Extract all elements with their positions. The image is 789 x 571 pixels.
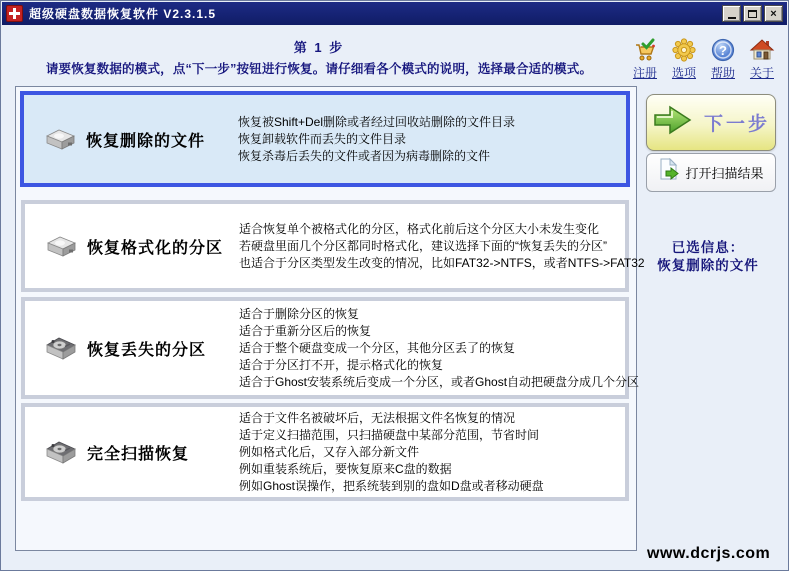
mode-card-recover-formatted-partition[interactable] <box>21 200 645 292</box>
toolbar <box>628 37 779 81</box>
mode-desc <box>239 306 639 391</box>
next-step-button[interactable] <box>646 94 776 151</box>
mode-desc-line: 恢复杀毒后丢失的文件或者因为病毒删除的文件 <box>238 148 491 163</box>
app-logo-icon <box>6 5 23 22</box>
mode-card-recover-lost-partition[interactable] <box>21 297 640 399</box>
step-instruction: 请要恢复数据的模式，点“下一步”按钮进行恢复。请仔细看各个模式的说明，选择最合适的模式。 <box>45 62 593 76</box>
minimize-button[interactable] <box>722 5 741 22</box>
mode-title: 恢复删除的文件 <box>86 132 206 150</box>
maximize-button[interactable] <box>743 5 762 22</box>
gear-icon <box>671 37 697 63</box>
mode-desc-line: 适合于分区打不开，提示格式化的恢复 <box>239 357 444 372</box>
mode-desc-line: 也适合于分区类型发生改变的情况，比如FAT32->NTFS，或者NTFS->FAT32 <box>239 255 645 270</box>
mode-desc-line: 恢复卸载软件而丢失的文件目录 <box>238 131 407 146</box>
mode-desc-line: 恢复被Shift+Del删除或者经过回收站删除的文件目录 <box>238 114 516 129</box>
scan-result-file-icon <box>658 158 680 187</box>
toolbar-label-options: 选项 <box>671 66 696 80</box>
open-scan-result-label: 打开扫描结果 <box>685 166 764 181</box>
close-icon: × <box>770 7 777 20</box>
mode-desc-line: 例如重装系统后，要恢复原来C盘的数据 <box>239 461 452 476</box>
close-button[interactable] <box>764 5 783 22</box>
mode-desc <box>239 221 645 272</box>
selected-info <box>635 239 781 275</box>
open-scan-result-button[interactable] <box>646 153 776 192</box>
minimize-icon <box>728 17 736 19</box>
toolbar-label-register: 注册 <box>632 66 657 80</box>
toolbar-label-help: 帮助 <box>710 66 735 80</box>
toolbar-item-help[interactable] <box>706 37 740 81</box>
home-icon <box>749 37 775 63</box>
mode-desc-line: 适合于删除分区的恢复 <box>239 306 360 321</box>
mode-desc-line: 适合于Ghost安装系统后变成一个分区，或者Ghost自动把硬盘分成几个分区 <box>239 374 640 389</box>
mode-desc-line: 适合于文件名被破坏后，无法根据文件名恢复的情况 <box>239 410 516 425</box>
website-text: www.dcrjs.com <box>647 545 771 562</box>
title-bar <box>2 2 787 25</box>
step-header <box>15 37 623 77</box>
step-number: 第 1 步 <box>293 40 345 55</box>
green-arrow-icon <box>652 103 694 142</box>
mode-desc <box>239 410 544 495</box>
mode-desc <box>238 114 515 165</box>
toolbar-item-options[interactable] <box>667 37 701 81</box>
selected-info-label: 已选信息： <box>671 240 745 255</box>
mode-desc-line: 适合于整个硬盘变成一个分区，其他分区丢了的恢复 <box>239 340 516 355</box>
window-title: 超级硬盘数据恢复软件 V2.3.1.5 <box>29 7 217 21</box>
question-icon <box>710 37 736 63</box>
toolbar-item-register[interactable] <box>628 37 662 81</box>
mode-desc-line: 例如格式化后，又存入部分新文件 <box>239 444 420 459</box>
mode-desc-line: 适合于重新分区后的恢复 <box>239 323 372 338</box>
mode-title: 恢复丢失的分区 <box>87 341 207 359</box>
selected-info-value: 恢复删除的文件 <box>657 258 759 273</box>
maximize-icon <box>748 10 757 18</box>
harddrive-open-icon <box>41 333 81 363</box>
harddrive-open-icon <box>41 437 81 467</box>
mode-desc-line: 例如Ghost误操作，把系统装到别的盘如D盘或者移动硬盘 <box>239 478 544 493</box>
mode-title: 恢复格式化的分区 <box>87 239 224 257</box>
cart-check-icon <box>632 37 658 63</box>
harddrive-closed-icon <box>41 232 81 260</box>
toolbar-item-about[interactable] <box>745 37 779 81</box>
mode-desc-line: 适合恢复单个被格式化的分区，格式化前后这个分区大小未发生变化 <box>239 221 600 236</box>
mode-card-recover-deleted-files[interactable] <box>20 91 630 187</box>
mode-desc-line: 适于定义扫描范围，只扫描硬盘中某部分范围，节省时间 <box>239 427 540 442</box>
mode-card-full-scan-recovery[interactable] <box>21 403 629 501</box>
next-step-label: 下一步 <box>703 114 770 135</box>
harddrive-closed-icon <box>40 125 80 153</box>
mode-desc-line: 若硬盘里面几个分区都同时格式化，建议选择下面的“恢复丢失的分区” <box>239 238 607 253</box>
mode-groupbox <box>15 86 645 551</box>
svg-text:?: ? <box>719 43 727 58</box>
toolbar-label-about: 关于 <box>749 66 774 80</box>
mode-title: 完全扫描恢复 <box>87 445 190 463</box>
